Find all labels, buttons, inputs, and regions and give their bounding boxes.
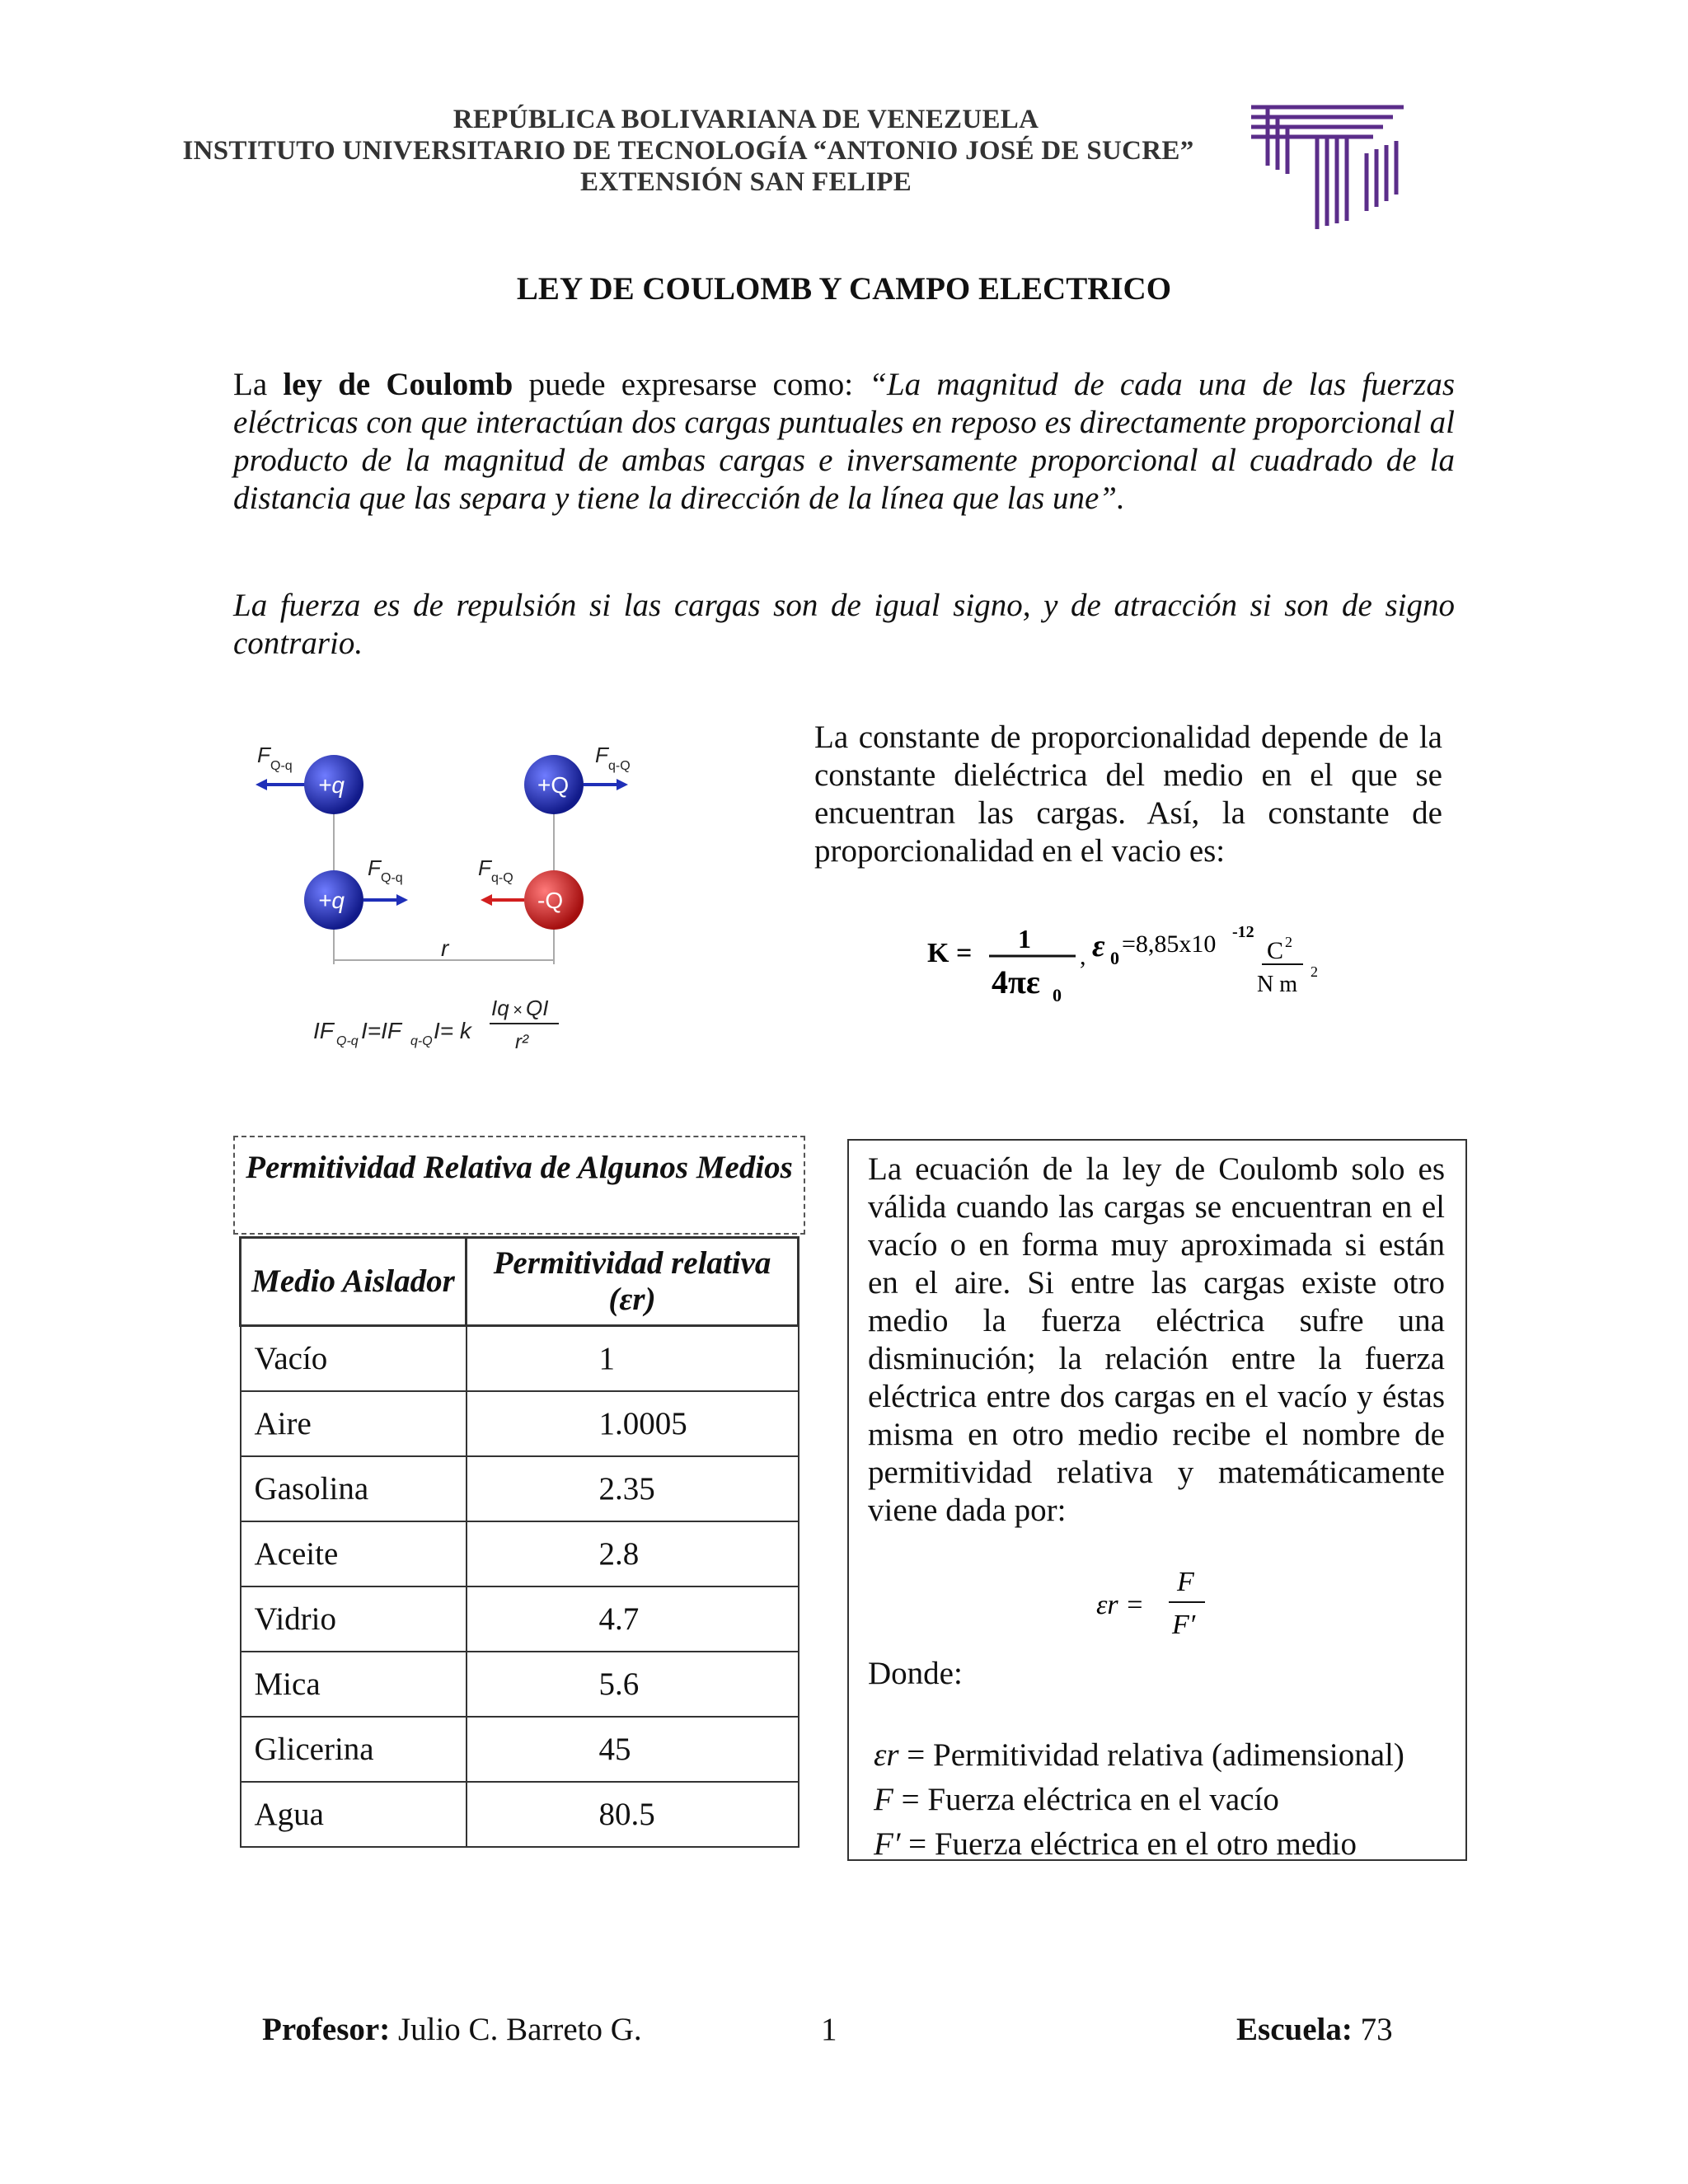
page-title: LEY DE COULOMB Y CAMPO ELECTRICO [516,271,1172,307]
svg-text:r²: r² [515,1031,528,1053]
intro-prefix: La [233,367,284,402]
k-den: 4πε [992,963,1041,1001]
intro-bold: ley de Coulomb [283,367,513,402]
distance-label: r [441,935,449,961]
svg-text:0: 0 [1053,985,1062,1005]
svg-text:q-Q: q-Q [410,1034,433,1048]
constant-paragraph: La constante de proporcionalidad depende de la constante dieléctrica del medio en el que se encuentran las cargas. Así, la constante de proporcionalidad en el vacio es: [814,719,1442,869]
definition-item: F = Fuerza eléctrica en el vacío [874,1782,1279,1817]
table-row: Glicerina 45 [241,1717,799,1782]
force-formula [313,996,559,1053]
svg-text:I=IF: I=IF [361,1018,402,1043]
eq-lhs: εr = [1096,1590,1145,1620]
intro-quote: “La magnitud de cada una de las fuerzas eléctricas con que interactúan dos cargas puntuales en reposo es directamente proporcional al producto de la magnitud de ambas cargas e inversamente proporcional al cuadrado de la distancia que las separa y tiene la dirección de la línea que las une”. [233,367,1455,516]
repulsion-paragraph: La fuerza es de repulsión si las cargas son de igual signo, y de atracción si son de signo contrario. [233,588,1455,661]
header-line-2: INSTITUTO UNIVERSITARIO DE TECNOLOGÍA “ANTONIO JOSÉ DE SUCRE” [182,136,1194,166]
charge-label: -Q [537,888,564,913]
eps-value: =8,85x10 [1122,930,1217,958]
svg-text:ε: ε [1092,929,1105,963]
svg-text:F: F [257,743,270,767]
iutajs-logo-icon [1251,104,1404,229]
header-line-1: REPÚBLICA BOLIVARIANA DE VENEZUELA [452,105,1039,134]
table-row: Gasolina 2.35 [241,1456,799,1521]
eq-num: F [1177,1567,1194,1597]
svg-text:2: 2 [1285,934,1292,950]
svg-text:0: 0 [1110,948,1119,968]
footer-professor: Profesor: Julio C. Barreto G. [262,2012,642,2047]
svg-text:,: , [1080,943,1086,970]
col-header-permitividad: Permitividad relativa (εr) [467,1238,799,1326]
definition-item: F′ = Fuerza eléctrica en el otro medio [874,1826,1357,1862]
table-row: Mica 5.6 [241,1652,799,1717]
svg-text:F: F [478,855,491,880]
eps-exp: -12 [1232,923,1254,941]
charge-label: +q [318,772,345,798]
intro-paragraph [233,366,1455,518]
svg-text:Q-q: Q-q [336,1034,359,1048]
svg-text:F: F [368,855,381,880]
permittivity-table [239,1236,799,1848]
col-header-medio: Medio Aislador [241,1238,467,1326]
k-formula [927,919,1356,1018]
table-title: Permitividad Relativa de Algunos Medios [233,1136,805,1235]
permittivity-equation [1096,1566,1228,1640]
k-lhs: K = [927,938,973,968]
charge-label: +Q [537,772,570,798]
svg-text:Q-q: Q-q [270,759,293,773]
eq-den: F′ [1172,1610,1196,1640]
table-header-row [241,1238,799,1326]
table-row: Aceite 2.8 [241,1521,799,1586]
svg-text:2: 2 [1311,963,1318,980]
institution-header [182,104,1253,198]
unit-den: N m [1257,972,1297,997]
svg-text:IF: IF [313,1018,334,1043]
note-text: La ecuación de la ley de Coulomb solo es válida cuando las cargas se encuentran en el vacío o en forma muy aproximada si están en el aire. Si entre las cargas existe otro medio la fuerza eléctrica sufre una disminución; la relación entre la fuerza eléctrica entre dos cargas en el vacío y éstas misma en otro medio recibe el nombre de permitividad relativa y matemáticamente viene dada por: [868,1151,1445,1528]
svg-text:Q-q: Q-q [381,871,403,885]
svg-text:F: F [595,743,608,767]
svg-text:q-Q: q-Q [491,871,513,885]
table-row: Aire 1.0005 [241,1391,799,1456]
charge-label: +q [318,888,345,913]
svg-text:I= k: I= k [434,1018,471,1043]
unit-num: C [1267,937,1284,964]
definitions-list [874,1733,1404,1867]
footer-school: Escuela: 73 [1236,2012,1393,2047]
svg-text:×: × [513,1001,523,1019]
header-line-3: EXTENSIÓN SAN FELIPE [579,167,912,197]
page-number: 1 [821,2012,837,2047]
svg-text:Iq: Iq [491,996,509,1020]
definition-item: εr = Permitividad relativa (adimensional) [874,1737,1404,1773]
table-row: Vidrio 4.7 [241,1586,799,1652]
coulomb-diagram [247,725,659,1071]
k-num: 1 [1018,924,1031,954]
svg-text:q-Q: q-Q [608,759,631,773]
intro-middle: puede expresarse como: [513,367,870,402]
table-row: Vacío 1 [241,1326,799,1392]
table-row: Agua 80.5 [241,1782,799,1847]
svg-text:QI: QI [526,996,549,1020]
col-header-symbol: (εr) [608,1282,656,1317]
donde-label: Donde: [868,1656,963,1691]
